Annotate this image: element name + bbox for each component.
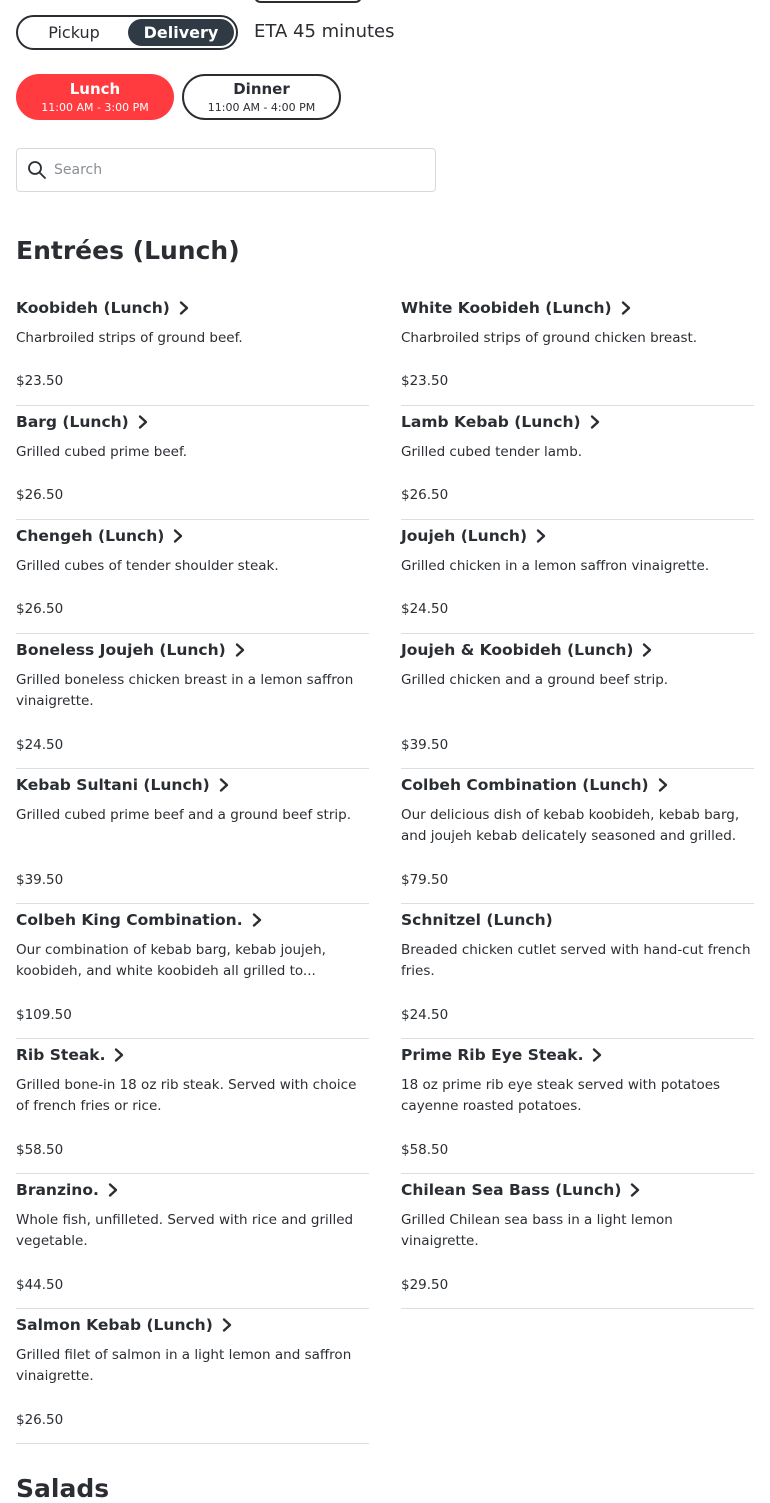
- menu-item-name: White Koobideh (Lunch): [401, 299, 612, 317]
- menu-item-title: [16, 1181, 119, 1199]
- chevron-right-icon: [589, 415, 601, 429]
- menu-item-title: [401, 413, 601, 431]
- menu-item-description: Grilled cubes of tender shoulder steak.: [16, 558, 279, 574]
- menu-item-description: Grilled cubed prime beef and a ground beef strip.: [16, 807, 352, 823]
- menu-item-title: [16, 1316, 233, 1334]
- menu-item-name: Lamb Kebab (Lunch): [401, 413, 581, 431]
- next-section-title: Salads: [16, 1474, 110, 1503]
- menu-item-title: [16, 911, 263, 929]
- menu-item-title: [401, 776, 669, 794]
- menu-item[interactable]: [16, 1309, 369, 1444]
- menu-tab-name: Lunch: [69, 79, 121, 98]
- menu-item-name: Koobideh (Lunch): [16, 299, 170, 317]
- menu-item[interactable]: [16, 406, 369, 520]
- menu-item-price: $109.50: [16, 1007, 72, 1023]
- menu-item-name: Schnitzel (Lunch): [401, 911, 553, 929]
- chevron-right-icon: [641, 643, 653, 657]
- empty-cell: [401, 1309, 754, 1444]
- eta-text: ETA 45 minutes: [254, 21, 395, 42]
- menu-item-name: Kebab Sultani (Lunch): [16, 776, 210, 794]
- menu-item-price: $23.50: [16, 373, 64, 389]
- menu-item-price: $29.50: [401, 1277, 449, 1293]
- chevron-right-icon: [629, 1183, 641, 1197]
- menu-item-price: $24.50: [16, 737, 64, 753]
- section-title: Entrées (Lunch): [16, 236, 240, 265]
- menu-item[interactable]: [401, 292, 754, 406]
- menu-item[interactable]: [401, 1039, 754, 1174]
- menu-item-title: [16, 641, 246, 659]
- menu-item-price: $39.50: [16, 872, 64, 888]
- menu-tab-hours: 11:00 AM - 3:00 PM: [41, 100, 149, 114]
- menu-tab-dinner[interactable]: [182, 74, 341, 120]
- chevron-right-icon: [657, 778, 669, 792]
- chevron-right-icon: [178, 301, 190, 315]
- chevron-right-icon: [535, 529, 547, 543]
- menu-item-title: [401, 911, 553, 929]
- menu-item-description: Our combination of kebab barg, kebab joujeh, koobideh, and white koobideh all grilled to...: [16, 942, 326, 979]
- menu-item[interactable]: [16, 1039, 369, 1174]
- menu-item-name: Boneless Joujeh (Lunch): [16, 641, 226, 659]
- menu-selector-button-partial[interactable]: [254, 0, 362, 3]
- menu-item-title: [401, 299, 632, 317]
- menu-item-title: [16, 776, 230, 794]
- menu-item-price: $24.50: [401, 601, 449, 617]
- menu-tab-lunch[interactable]: [16, 74, 174, 120]
- menu-item-description: Grilled bone-in 18 oz rib steak. Served with choice of french fries or rice.: [16, 1077, 357, 1114]
- order-mode-toggle: [16, 15, 238, 50]
- menu-item-description: Whole fish, unfilleted. Served with rice and grilled vegetable.: [16, 1212, 354, 1249]
- menu-item[interactable]: [401, 769, 754, 904]
- menu-item-description: Our delicious dish of kebab koobideh, kebab barg, and joujeh kebab delicately seasoned and grilled.: [401, 807, 740, 844]
- menu-item-name: Salmon Kebab (Lunch): [16, 1316, 213, 1334]
- chevron-right-icon: [591, 1048, 603, 1062]
- menu-item-name: Colbeh King Combination.: [16, 911, 243, 929]
- menu-item-name: Prime Rib Eye Steak.: [401, 1046, 584, 1064]
- menu-item[interactable]: [401, 1174, 754, 1309]
- menu-item[interactable]: [16, 520, 369, 634]
- menu-item-price: $26.50: [401, 487, 449, 503]
- pickup-option[interactable]: Pickup: [48, 23, 100, 42]
- menu-item-title: [16, 527, 184, 545]
- menu-item[interactable]: [16, 634, 369, 769]
- menu-item-description: Grilled chicken in a lemon saffron vinaigrette.: [401, 558, 710, 574]
- chevron-right-icon: [218, 778, 230, 792]
- menu-item-name: Barg (Lunch): [16, 413, 129, 431]
- search-input[interactable]: [54, 162, 414, 178]
- menu-item-title: [16, 299, 190, 317]
- menu-item-name: Branzino.: [16, 1181, 99, 1199]
- menu-item[interactable]: [16, 292, 369, 406]
- menu-item-price: $79.50: [401, 872, 449, 888]
- menu-item-price: $24.50: [401, 1007, 449, 1023]
- menu-item-description: Grilled cubed tender lamb.: [401, 444, 583, 460]
- menu-item-title: [16, 1046, 125, 1064]
- menu-item-description: Grilled filet of salmon in a light lemon and saffron vinaigrette.: [16, 1347, 352, 1384]
- menu-item-name: Chilean Sea Bass (Lunch): [401, 1181, 622, 1199]
- menu-item-name: Joujeh & Koobideh (Lunch): [401, 641, 634, 659]
- search-icon: [27, 160, 47, 180]
- menu-item-name: Colbeh Combination (Lunch): [401, 776, 649, 794]
- menu-item[interactable]: [16, 769, 369, 904]
- menu-items-grid: [16, 292, 754, 1444]
- menu-item-description: Breaded chicken cutlet served with hand-cut french fries.: [401, 942, 751, 979]
- delivery-option[interactable]: Delivery: [128, 19, 234, 46]
- menu-item-price: $26.50: [16, 487, 64, 503]
- menu-item-description: Grilled boneless chicken breast in a lemon saffron vinaigrette.: [16, 672, 354, 709]
- chevron-right-icon: [172, 529, 184, 543]
- menu-tab-name: Dinner: [233, 79, 290, 98]
- chevron-right-icon: [234, 643, 246, 657]
- menu-item[interactable]: [16, 1174, 369, 1309]
- chevron-right-icon: [251, 913, 263, 927]
- menu-item-description: Charbroiled strips of ground chicken breast.: [401, 330, 698, 346]
- menu-item-title: [401, 1181, 641, 1199]
- menu-item-price: $26.50: [16, 601, 64, 617]
- menu-item-title: [401, 527, 547, 545]
- menu-item-price: $44.50: [16, 1277, 64, 1293]
- menu-item[interactable]: [16, 904, 369, 1039]
- menu-item-description: Charbroiled strips of ground beef.: [16, 330, 243, 346]
- menu-item-price: $58.50: [401, 1142, 449, 1158]
- chevron-right-icon: [113, 1048, 125, 1062]
- menu-item-name: Rib Steak.: [16, 1046, 106, 1064]
- menu-item-description: Grilled Chilean sea bass in a light lemon vinaigrette.: [401, 1212, 673, 1249]
- menu-item-description: Grilled chicken and a ground beef strip.: [401, 672, 669, 688]
- menu-item-price: $23.50: [401, 373, 449, 389]
- chevron-right-icon: [221, 1318, 233, 1332]
- menu-item-name: Chengeh (Lunch): [16, 527, 165, 545]
- search-box: [16, 148, 436, 192]
- menu-item[interactable]: [401, 520, 754, 634]
- menu-item-price: $26.50: [16, 1412, 64, 1428]
- menu-item-description: Grilled cubed prime beef.: [16, 444, 188, 460]
- menu-item[interactable]: [401, 634, 754, 769]
- menu-tab-hours: 11:00 AM - 4:00 PM: [207, 100, 316, 114]
- chevron-right-icon: [620, 301, 632, 315]
- menu-item-title: [401, 1046, 603, 1064]
- menu-item-price: $39.50: [401, 737, 449, 753]
- menu-item[interactable]: [401, 904, 754, 1039]
- chevron-right-icon: [107, 1183, 119, 1197]
- menu-item-title: [16, 413, 149, 431]
- menu-item-name: Joujeh (Lunch): [401, 527, 528, 545]
- menu-item-price: $58.50: [16, 1142, 64, 1158]
- chevron-right-icon: [137, 415, 149, 429]
- menu-item-title: [401, 641, 653, 659]
- menu-item[interactable]: [401, 406, 754, 520]
- menu-item-description: 18 oz prime rib eye steak served with potatoes cayenne roasted potatoes.: [401, 1077, 721, 1114]
